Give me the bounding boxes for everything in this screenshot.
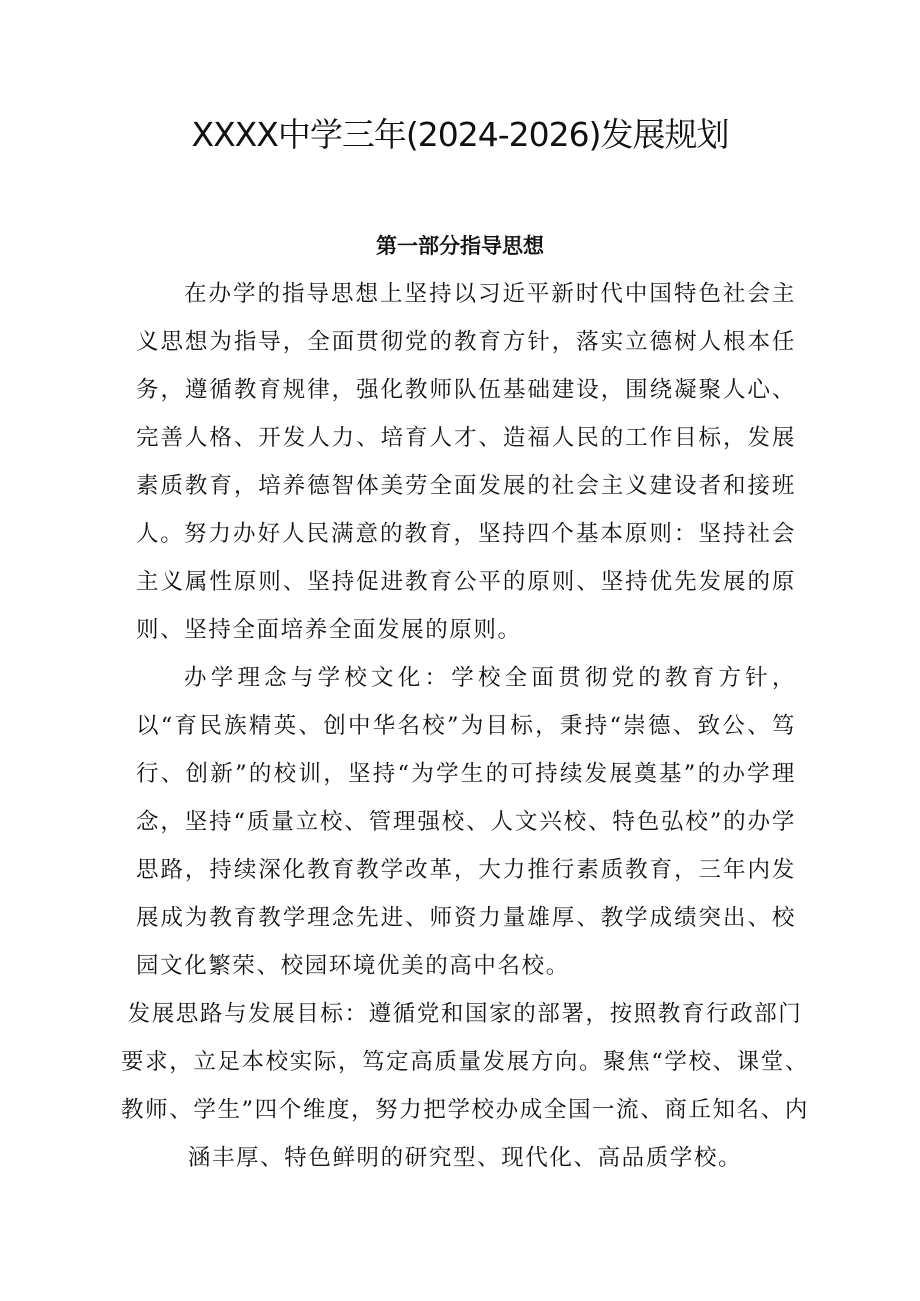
document-title: XXXX中学三年(2024-2026)发展规划 bbox=[191, 115, 729, 154]
paragraph-school-philosophy: 办学理念与学校文化：学校全面贯彻党的教育方针，以“育民族精英、创中华名校”为目标，秉持“崇德、致公、笃行、创新”的校训，坚持“为学生的可持续发展奠基”的办学理念，坚持“质量立校、管理强校、人文兴校、特色弘校”的办学思路，持续深化教育教学改革，大力推行素质教育，三年内发展成为教育教学理念先进、师资力量雄厚、教学成绩突出、校园文化繁荣、校园环境优美的高中名校。 bbox=[136, 665, 796, 979]
section-heading: 第一部分指导思想 bbox=[376, 234, 544, 258]
paragraph-basic-principles: 努力办好人民满意的教育，坚持四个基本原则：坚持社会主义属性原则、坚持促进教育公平的原则、坚持优先发展的原则、坚持全面培养全面发展的原则。 bbox=[136, 521, 796, 643]
paragraph-guiding-ideology: 在办学的指导思想上坚持以习近平新时代中国特色社会主义思想为指导，全面贯彻党的教育方针，落实立德树人根本任务，遵循教育规律，强化教师队伍基础建设，围绕凝聚人心、完善人格、开发人力、培育人才、造福人民的工作目标，发展素质教育，培养德智体美劳全面发展的社会主义建设者和接班人。 bbox=[136, 281, 796, 547]
paragraph-development-goals: 发展思路与发展目标：遵循党和国家的部署，按照教育行政部门要求，立足本校实际，笃定高质量发展方向。聚焦“学校、课堂、教师、学生”四个维度，努力把学校办成全国一流、商丘知名、内涵丰厚、特色鲜明的研究型、现代化、高品质学校。 bbox=[121, 1001, 809, 1171]
